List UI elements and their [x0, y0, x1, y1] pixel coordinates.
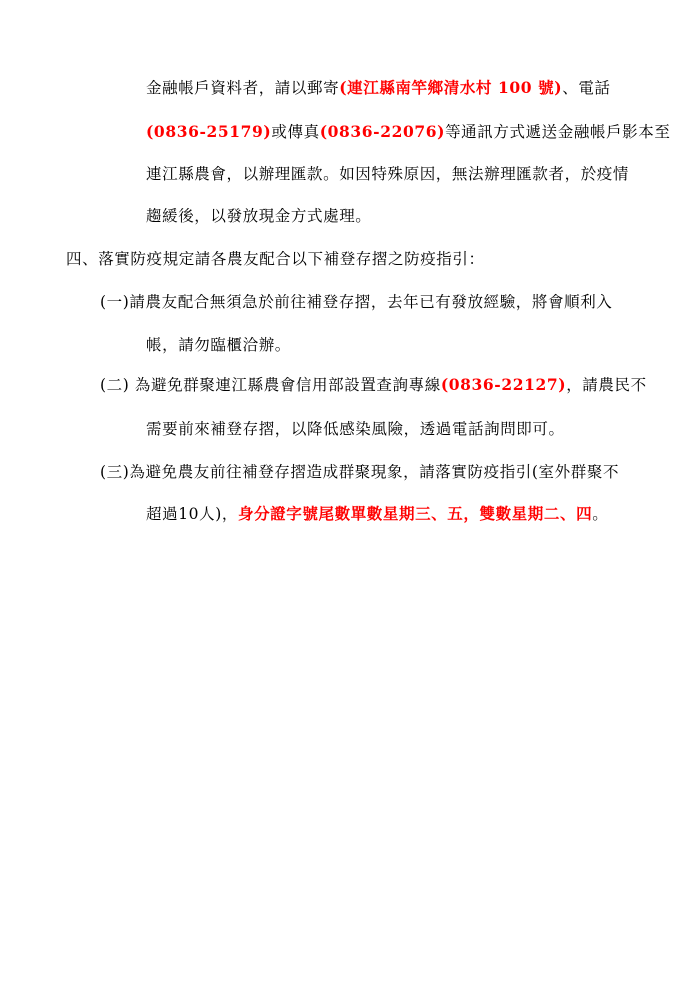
phone-number: (0836-25179): [146, 122, 272, 141]
list-item-line: 帳，請勿臨櫃洽辦。: [146, 336, 291, 354]
fax-number: (0836-22076): [319, 122, 446, 141]
schedule-highlight: 身分證字號尾數單數星期三、五，雙數星期二、四: [237, 504, 593, 523]
text: 、電話: [562, 79, 611, 97]
text: 等通訊方式遞送金融帳戶影本至: [445, 123, 671, 141]
section-heading: 四、落實防疫規定請各農友配合以下補登存摺之防疫指引：: [66, 250, 485, 268]
list-item-line: [100, 374, 647, 396]
paragraph-line: 趨緩後，以發放現金方式處理。: [146, 207, 372, 225]
text: 超過10人)，: [146, 505, 238, 523]
hotline-number: (0836-22127): [440, 375, 567, 394]
paragraph-line: [146, 77, 611, 99]
list-item-line: (一)請農友配合無須急於前往補登存摺，去年已有發放經驗，將會順利入: [100, 293, 613, 311]
text: 金融帳戶資料者，請以郵寄: [146, 79, 340, 97]
list-item-line: (三)為避免農友前往補登存摺造成群聚現象，請落實防疫指引(室外群聚不: [100, 463, 620, 481]
text: (二) 為避免群聚連江縣農會信用部設置查詢專線: [100, 376, 441, 394]
mailing-address: (連江縣南竿鄉清水村 100 號): [339, 78, 563, 97]
paragraph-line: 連江縣農會，以辦理匯款。如因特殊原因，無法辦理匯款者，於疫情: [146, 165, 630, 183]
text: 。: [592, 505, 609, 523]
paragraph-line: [146, 121, 670, 143]
list-item-line: [146, 503, 608, 525]
list-item-line: 需要前來補登存摺，以降低感染風險，透過電話詢問即可。: [146, 420, 565, 438]
text: 或傳真: [271, 123, 320, 141]
text: ，請農民不: [566, 376, 647, 394]
